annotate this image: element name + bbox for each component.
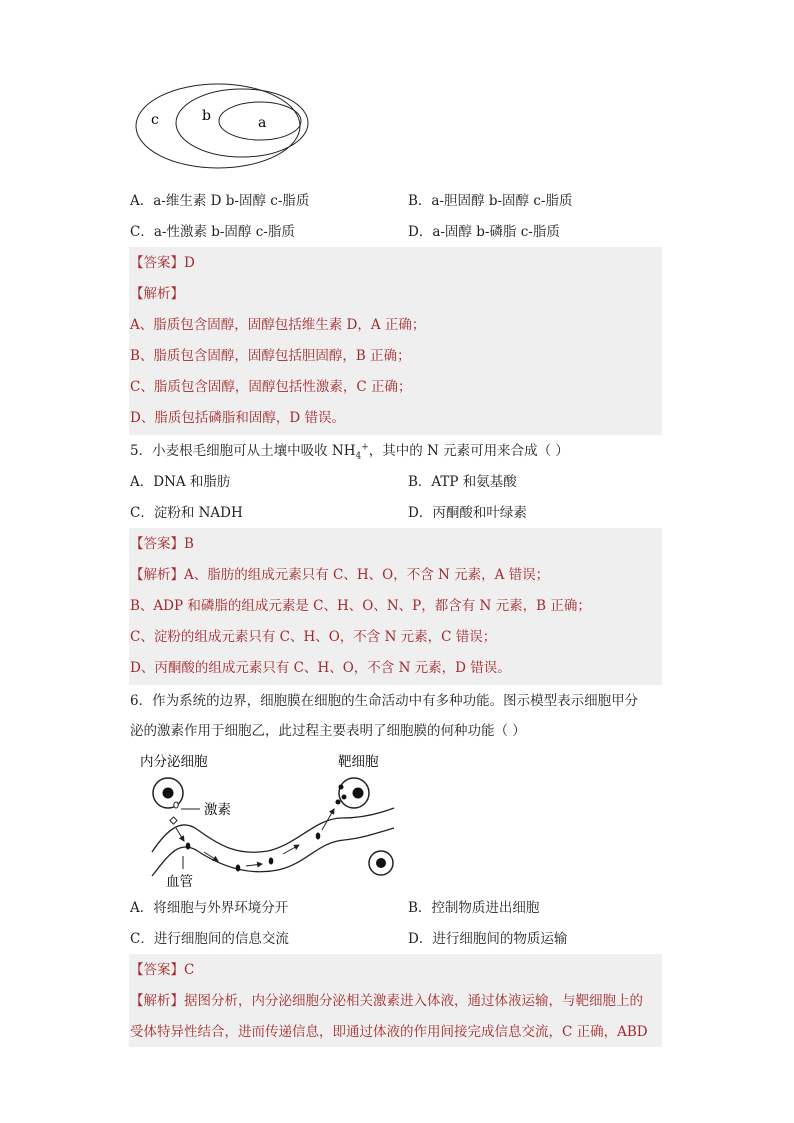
q4-answer [130, 253, 195, 273]
q5-option-b: B．ATP 和氨基酸 [408, 474, 517, 490]
answer-tag: 【答案】 [130, 255, 184, 271]
q5-stem [130, 441, 569, 467]
q4-analysis-tag: 【解析】 [130, 286, 184, 302]
q6-option-b: B．控制物质进出细胞 [408, 900, 540, 916]
q5-option-a: A．DNA 和脂肪 [130, 474, 231, 490]
endocrine-cell-nucleus [163, 788, 174, 799]
blood-vessel-wall [152, 828, 394, 876]
q4-analysis-line: C、脂质包含固醇，固醇包括性激素，C 正确； [130, 379, 412, 395]
q4-option-c: C．a-性激素 b-固醇 c-脂质 [130, 224, 295, 240]
venn-ellipse-c [136, 84, 300, 168]
flow-arrow [246, 864, 262, 866]
label-target-cell: 靶细胞 [338, 754, 379, 770]
q5-stem-subscript: 4 [355, 451, 362, 462]
bound-hormone [339, 785, 344, 790]
label-hormone: 激素 [204, 802, 231, 818]
q5-stem-text: 5．小麦根毛细胞可从土壤中吸收 NH [130, 443, 356, 459]
answer-value: C [184, 962, 195, 978]
non-target-cell-nucleus [376, 858, 386, 868]
answer-tag: 【答案】 [130, 536, 184, 552]
q6-option-a: A．将细胞与外界环境分开 [130, 900, 289, 916]
answer-value: B [184, 536, 194, 552]
q6-analysis-first [130, 991, 643, 1011]
q4-option-a: A．a-维生素 D b-固醇 c-脂质 [130, 193, 310, 209]
q5-stem-text-end: ，其中的 N 元素可用来合成（ ） [368, 443, 569, 459]
q6-stem-line: 泌的激素作用于细胞乙，此过程主要表明了细胞膜的何种功能（ ） [130, 723, 526, 739]
hormone-diagram [138, 748, 408, 890]
label-blood-vessel: 血管 [166, 874, 193, 890]
q5-stem-superscript: + [361, 442, 369, 453]
hormone-molecule [316, 833, 321, 840]
q4-option-b: B．a-胆固醇 b-固醇 c-脂质 [408, 193, 573, 209]
q6-option-d: D．进行细胞间的物质运输 [408, 931, 568, 947]
flow-arrow [283, 845, 299, 854]
flow-arrow [176, 828, 184, 841]
q5-analysis-first [130, 565, 549, 585]
q6-analysis-line: 受体特异性结合，进而传递信息，即通过体液的作用间接完成信息交流，C 正确，ABD [130, 1024, 648, 1040]
q5-analysis-line: A、脂肪的组成元素只有 C、H、O，不含 N 元素，A 错误； [184, 567, 550, 583]
venn-label-c: c [151, 112, 159, 128]
q4-analysis-line: B、脂质包含固醇，固醇包括胆固醇，B 正确； [130, 348, 411, 364]
q6-analysis-line: 据图分析，内分泌细胞分泌相关激素进入体液，通过体液运输，与靶细胞上的 [184, 993, 643, 1009]
venn-diagram [130, 80, 320, 172]
q4-solution-box [129, 247, 662, 435]
q5-analysis-line: B、ADP 和磷脂的组成元素是 C、H、O、N、P，都含有 N 元素，B 正确； [130, 598, 591, 614]
analysis-tag: 【解析】 [130, 993, 184, 1009]
q5-answer [130, 534, 194, 554]
hormone-molecule [236, 865, 241, 872]
hormone-molecule [269, 858, 274, 865]
venn-ellipse-b [176, 89, 308, 157]
q5-analysis-line: C、淀粉的组成元素只有 C、H、O，不含 N 元素，C 错误； [130, 629, 497, 645]
label-endocrine-cell: 内分泌细胞 [140, 754, 208, 770]
q4-analysis-line: A、脂质包含固醇，固醇包括维生素 D，A 正确； [130, 317, 426, 333]
target-cell-nucleus [353, 788, 364, 799]
analysis-tag: 【解析】 [130, 567, 184, 583]
q6-option-c: C．进行细胞间的信息交流 [130, 931, 289, 947]
q4-option-d: D．a-固醇 b-磷脂 c-脂质 [408, 224, 560, 240]
q5-option-c: C．淀粉和 NADH [130, 505, 243, 521]
venn-label-b: b [202, 108, 211, 124]
q5-option-d: D．丙酮酸和叶绿素 [408, 505, 527, 521]
q6-answer [130, 960, 194, 980]
q4-analysis-line: D、脂质包括磷脂和固醇，D 错误。 [130, 410, 345, 426]
bound-hormone [336, 800, 341, 805]
hormone-molecule [186, 843, 191, 850]
venn-label-a: a [258, 115, 267, 131]
q5-analysis-line: D、丙酮酸的组成元素只有 C、H、O，不含 N 元素，D 错误。 [130, 660, 511, 676]
hormone-granule [174, 802, 178, 808]
hormone-release-mark [170, 817, 177, 824]
answer-tag: 【答案】 [130, 962, 184, 978]
q6-stem-line: 6．作为系统的边界，细胞膜在细胞的生命活动中有多种功能。图示模型表示细胞甲分 [130, 693, 639, 709]
bound-hormone [342, 795, 347, 800]
answer-value: D [184, 255, 195, 271]
